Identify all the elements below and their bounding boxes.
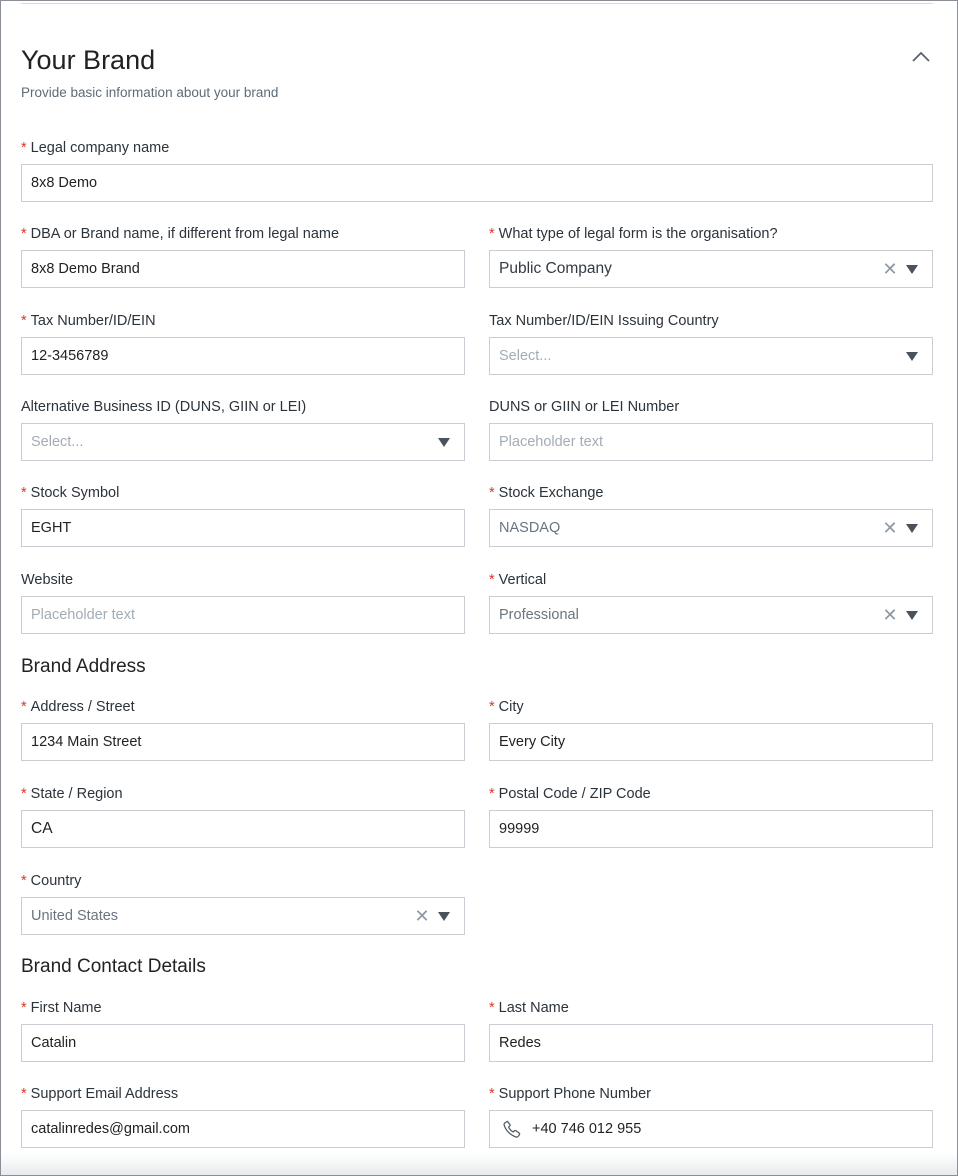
caret-down-icon[interactable] (906, 352, 918, 361)
state-field (21, 784, 465, 804)
first-name-label: * First Name (21, 1000, 102, 1016)
city-input[interactable] (490, 724, 932, 760)
legal-name-field (21, 138, 933, 158)
tax-number-field (21, 311, 465, 331)
state-input[interactable] (22, 811, 464, 847)
country-field (21, 871, 465, 926)
stock-symbol-input[interactable] (22, 510, 464, 546)
street-label: * Address / Street (21, 699, 135, 715)
city-label: * City (489, 699, 524, 715)
vertical-label: * Vertical (489, 572, 547, 588)
tax-country-field (489, 311, 933, 364)
stock-exchange-field (489, 483, 933, 538)
phone-icon (502, 1118, 522, 1140)
dba-label: * DBA or Brand name, if different from legal name (21, 226, 340, 242)
state-label: * State / Region (21, 786, 123, 802)
caret-down-icon[interactable] (906, 524, 918, 533)
street-field (21, 697, 465, 717)
phone-label: * Support Phone Number (489, 1086, 651, 1102)
brand-contact-heading: Brand Contact Details (21, 956, 206, 977)
dba-field (21, 224, 465, 244)
collapse-section-button[interactable] (905, 43, 937, 71)
postal-label: * Postal Code / ZIP Code (489, 786, 651, 802)
website-input[interactable] (22, 597, 464, 633)
stock-exchange-select[interactable] (489, 509, 933, 547)
duns-number-input[interactable] (490, 424, 932, 460)
phone-field (489, 1084, 933, 1104)
country-select[interactable] (21, 897, 465, 935)
caret-down-icon[interactable] (438, 912, 450, 921)
clear-icon[interactable]: ✕ (414, 905, 430, 926)
postal-input[interactable] (490, 811, 932, 847)
city-field (489, 697, 933, 717)
section-subtitle: Provide basic information about your brand (21, 85, 279, 100)
street-input[interactable] (22, 724, 464, 760)
tax-number-label: * Tax Number/ID/EIN (21, 313, 156, 329)
top-divider (21, 3, 933, 4)
dba-input[interactable] (22, 251, 464, 287)
section-title: Your Brand (21, 45, 156, 75)
first-name-input[interactable] (22, 1025, 464, 1061)
country-value: United States (31, 908, 119, 924)
email-label: * Support Email Address (21, 1086, 179, 1102)
caret-down-icon[interactable] (438, 438, 450, 447)
legal-form-label: * What type of legal form is the organisation? (489, 226, 778, 242)
vertical-value: Professional (499, 607, 579, 623)
country-label: * Country (21, 873, 82, 889)
email-input[interactable] (22, 1111, 464, 1147)
email-field (21, 1084, 465, 1104)
chevron-up-icon (911, 51, 931, 63)
legal-form-select[interactable] (489, 250, 933, 288)
scroll-fade (1, 1153, 957, 1175)
website-field (21, 570, 465, 590)
tax-country-select[interactable] (489, 337, 933, 375)
legal-name-input[interactable] (22, 165, 932, 201)
tax-country-label: Tax Number/ID/EIN Issuing Country (489, 313, 719, 329)
stock-exchange-label: * Stock Exchange (489, 485, 604, 501)
last-name-input[interactable] (490, 1025, 932, 1061)
caret-down-icon[interactable] (906, 265, 918, 274)
legal-form-field (489, 224, 933, 279)
caret-down-icon[interactable] (906, 611, 918, 620)
stock-symbol-label: * Stock Symbol (21, 485, 120, 501)
brand-address-heading: Brand Address (21, 656, 146, 677)
stock-symbol-field (21, 483, 465, 503)
clear-icon[interactable]: ✕ (882, 517, 898, 538)
tax-number-input[interactable] (22, 338, 464, 374)
duns-number-label: DUNS or GIIN or LEI Number (489, 399, 680, 415)
alt-business-id-select[interactable] (21, 423, 465, 461)
legal-form-value: Public Company (499, 260, 612, 277)
alt-business-id-label: Alternative Business ID (DUNS, GIIN or LEI) (21, 399, 307, 415)
legal-name-label: * Legal company name (21, 140, 170, 156)
postal-field (489, 784, 933, 804)
last-name-label: * Last Name (489, 1000, 569, 1016)
duns-number-field (489, 397, 933, 417)
first-name-field (21, 998, 465, 1018)
vertical-field (489, 570, 933, 625)
phone-input[interactable] (532, 1111, 932, 1147)
vertical-select[interactable] (489, 596, 933, 634)
website-label: Website (21, 572, 74, 588)
alt-business-id-placeholder: Select... (31, 434, 84, 450)
tax-country-placeholder: Select... (499, 348, 552, 364)
alt-business-id-field (21, 397, 465, 450)
stock-exchange-value: NASDAQ (499, 520, 561, 536)
last-name-field (489, 998, 933, 1018)
clear-icon[interactable]: ✕ (882, 604, 898, 625)
clear-icon[interactable]: ✕ (882, 258, 898, 279)
